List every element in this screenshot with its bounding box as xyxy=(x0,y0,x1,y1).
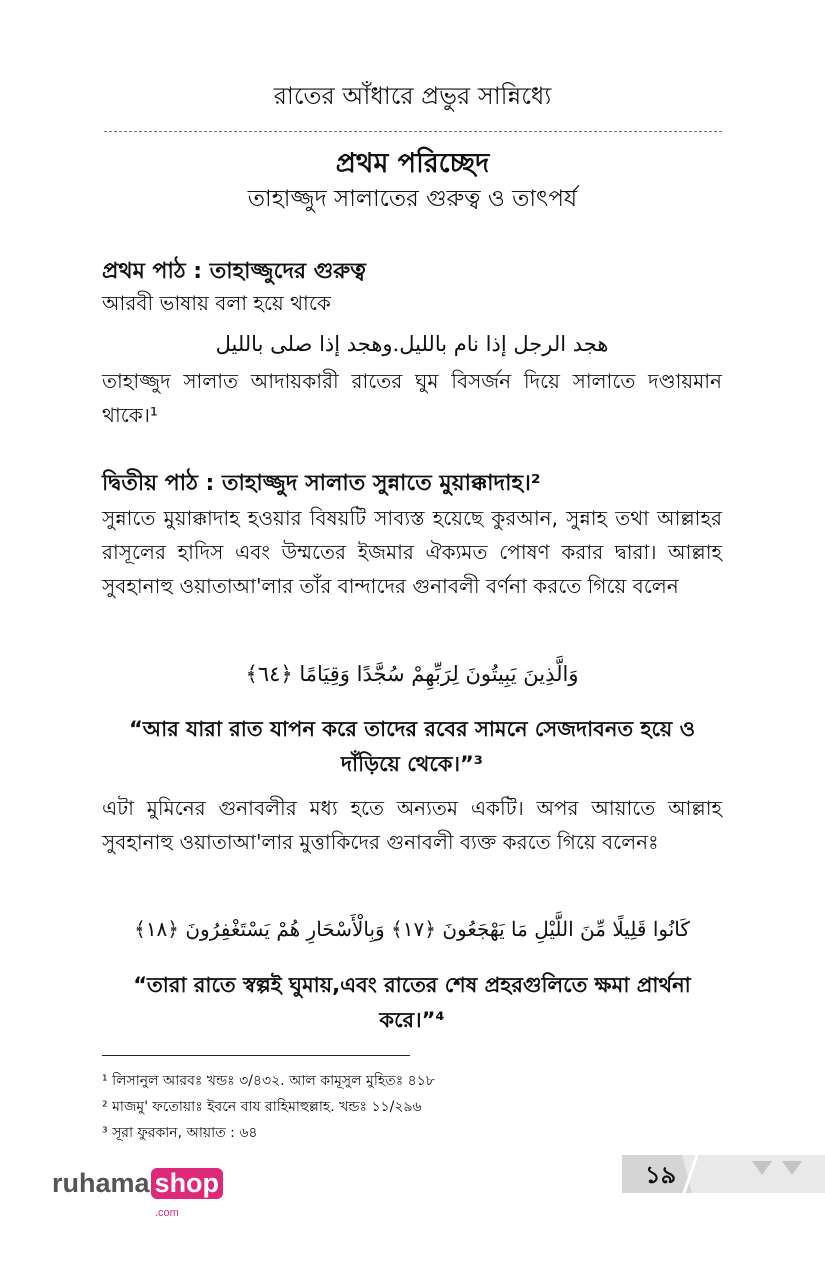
footnote-1: ¹ লিসানুল আরবঃ খন্ডঃ ৩/৪৩২. আল কামূসুল মুহিতঃ ৪১৮ xyxy=(102,1073,435,1089)
chapter-title: প্রথম পরিচ্ছেদ xyxy=(335,148,490,179)
verse-translation-1: “আর যারা রাত যাপন করে তাদের রবের সামনে সেজদাবনত হয়ে ও দাঁড়িয়ে থেকে।”³ xyxy=(128,717,696,776)
lesson1-intro: আরবী ভাষায় বলা হয়ে থাকে xyxy=(102,291,331,315)
chapter-subtitle: তাহাজ্জুদ সালাতের গুরুত্ব ও তাৎপর্য xyxy=(247,186,578,212)
header-divider xyxy=(104,131,722,132)
lesson2-paragraph-2: এটা মুমিনের গুনাবলীর মধ্য হতে অন্যতম একটি। অপর আয়াতে আল্লাহ সুবহানাহু ওয়াতাআ'লার মুত্তাকিদের গুনাবলী ব্যক্ত করতে গিয়ে বলেনঃ xyxy=(102,796,722,854)
lesson2-paragraph: সুন্নাতে মুয়াক্কাদাহ হওয়ার বিষয়টি সাব্যস্ত হয়েছে কুরআন, সুন্নাহ তথা আল্লাহর রাসূলের হাদিস এবং উম্মতের ইজমার ঐক্যমত পোষণ করার দ্বারা। আল্লাহ সুবহানাহু ওয়াতাআ'লার তাঁর বান্দাদের গুনাবলী বর্ণনা করতে গিয়ে বলেন xyxy=(102,506,722,598)
lesson2-heading: দ্বিতীয় পাঠ : তাহাজ্জুদ সালাত সুন্নাতে মুয়াক্কাদাহ।² xyxy=(102,471,541,496)
quran-verse-17-18: كَانُوا قَلِيلًا مِّنَ اللَّيْلِ مَا يَهْجَعُونَ ﴿١٧﴾ وَبِالْأَسْحَارِ هُمْ يَسْتَغْفِرُونَ ﴿١٨﴾ xyxy=(134,917,690,941)
footnote-rule xyxy=(102,1055,410,1056)
logo-shop-badge: shop xyxy=(151,1168,224,1199)
logo-domain-suffix: .com xyxy=(155,1207,179,1219)
lesson1-heading: প্রথম পাঠ : তাহাজ্জুদের গুরুত্ব xyxy=(102,259,366,284)
quran-verse-64: وَالَّذِينَ يَبِيتُونَ لِرَبِّهِمْ سُجَّدًا وَقِيَامًا ﴿٦٤﴾ xyxy=(245,662,579,686)
logo-text: ruhama xyxy=(52,1168,150,1198)
running-header: রাতের আঁধারে প্রভুর সান্নিধ্যে xyxy=(273,82,552,110)
arabic-definition: هجد الرجل إذا نام بالليل.وهجد إذا صلى بالليل xyxy=(215,332,609,356)
page-number: ১৯ xyxy=(645,1161,677,1189)
verse-translation-2: “তারা রাতে স্বল্পই ঘুমায়,এবং রাতের শেষ প্রহরগুলিতে ক্ষমা প্রার্থনা করে।”⁴ xyxy=(133,973,691,1032)
footnote-3: ³ সূরা ফুরকান, আয়াত : ৬৪ xyxy=(102,1125,258,1141)
lesson1-explanation: তাহাজ্জুদ সালাত আদায়কারী রাতের ঘুম বিসর্জন দিয়ে সালাতে দণ্ডায়মান থাকে।¹ xyxy=(102,369,722,427)
ruhamashop-logo xyxy=(52,1168,223,1199)
footnote-2: ² মাজমু' ফতোয়াঃ ইবনে বায রাহিমাহুল্লাহ. খন্ডঃ ১১/২৯৬ xyxy=(102,1099,422,1115)
